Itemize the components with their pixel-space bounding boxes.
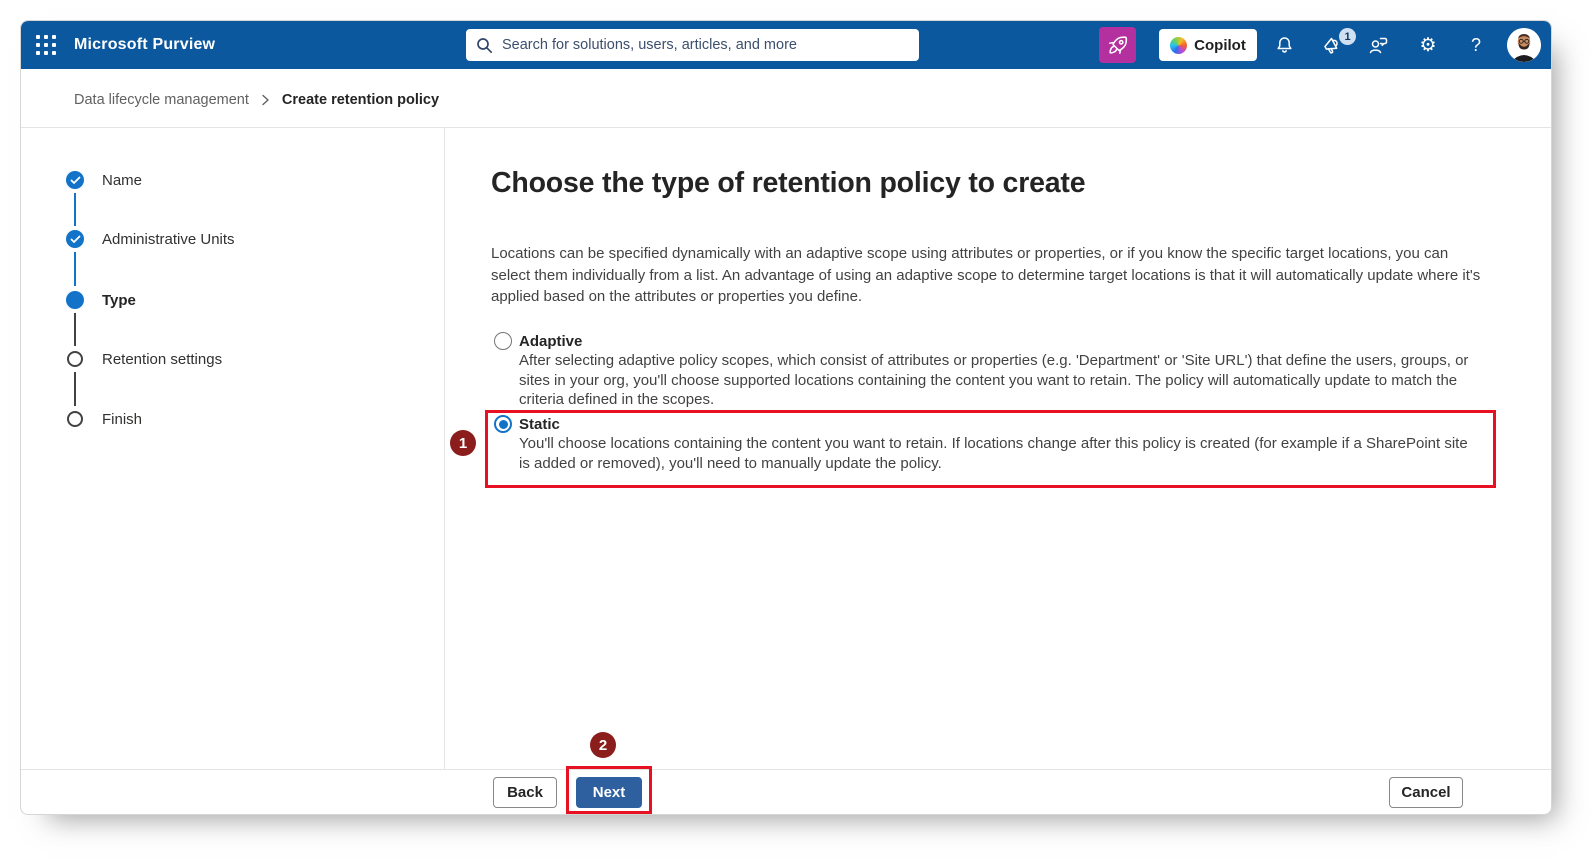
static-label[interactable]: Static [519, 416, 560, 433]
breadcrumb-parent[interactable]: Data lifecycle management [74, 92, 249, 108]
step-retention-settings[interactable] [66, 350, 222, 368]
cancel-button[interactable]: Cancel [1389, 777, 1463, 808]
help-icon: ? [1470, 34, 1481, 55]
app-title: Microsoft Purview [74, 36, 216, 53]
breadcrumb [74, 85, 439, 115]
step-connector [74, 372, 76, 406]
whats-new-button[interactable] [1099, 27, 1136, 63]
avatar-image [1507, 28, 1541, 62]
callout-2-badge: 2 [590, 732, 616, 758]
step-connector [74, 252, 76, 286]
chevron-right-icon [261, 94, 270, 106]
gear-icon: ⚙ [1419, 34, 1437, 56]
rocket-icon [1107, 34, 1129, 56]
bell-icon [1274, 35, 1295, 56]
adaptive-label[interactable]: Adaptive [519, 333, 583, 350]
page-title: Choose the type of retention policy to create [491, 167, 1086, 199]
static-description: You'll choose locations containing the content you want to retain. If locations change after this policy is created (for example if a SharePoint site is added or removed), you'll need to manually update the policy. [519, 435, 1468, 472]
step-finish[interactable] [66, 410, 142, 428]
step-label: Administrative Units [102, 230, 235, 248]
back-button[interactable]: Back [493, 777, 557, 808]
app-window [20, 20, 1552, 815]
step-connector [74, 313, 76, 346]
footer-divider [21, 769, 1551, 770]
announcements-badge: 1 [1339, 28, 1356, 45]
step-label: Type [102, 291, 136, 309]
notifications-button[interactable] [1267, 21, 1301, 69]
header-divider [21, 127, 1551, 128]
top-bar [21, 21, 1551, 69]
step-connector [74, 193, 76, 226]
adaptive-description: After selecting adaptive policy scopes, which consist of attributes or properties (e.g. 'Department' or 'Site URL') that define the users, groups, or sites in your org, you'll choose supported locations containing the content you want to retain. The policy will automatically update to match the criteria defined in the scopes. [519, 352, 1469, 408]
step-upcoming-icon [67, 351, 83, 367]
step-label: Retention settings [102, 350, 223, 368]
intro-text: Locations can be specified dynamically with an adaptive scope using attributes or properties, or if you know the specific target locations, you can select them individually from a list. An advantage of using an adaptive scope to determine target locations is that it will automatically update where it's applied based on the attributes or properties you define. [491, 245, 1481, 305]
adaptive-radio[interactable] [494, 332, 512, 350]
app-launcher-waffle-icon[interactable] [33, 33, 59, 57]
global-search[interactable] [466, 29, 919, 61]
step-administrative-units[interactable] [66, 230, 235, 248]
step-completed-icon [66, 230, 84, 248]
copilot-label: Copilot [1194, 36, 1246, 54]
step-name[interactable] [66, 171, 142, 189]
step-completed-icon [66, 171, 84, 189]
feedback-button[interactable] [1361, 21, 1395, 69]
step-type[interactable] [66, 291, 136, 309]
copilot-button[interactable] [1159, 29, 1257, 61]
search-input[interactable] [502, 37, 909, 53]
step-current-icon [66, 291, 84, 309]
next-button[interactable]: Next [576, 777, 642, 808]
breadcrumb-current: Create retention policy [281, 92, 440, 108]
callout-1-badge: 1 [450, 430, 476, 456]
step-label: Finish [102, 410, 143, 428]
settings-button[interactable] [1411, 21, 1445, 69]
copilot-logo-icon [1170, 37, 1187, 54]
sidebar-divider [444, 128, 445, 769]
account-avatar[interactable] [1507, 28, 1541, 62]
search-icon [476, 37, 493, 54]
static-radio[interactable] [494, 415, 512, 433]
help-button[interactable] [1459, 21, 1493, 69]
step-upcoming-icon [67, 411, 83, 427]
person-feedback-icon [1367, 34, 1390, 57]
step-label: Name [102, 171, 143, 189]
